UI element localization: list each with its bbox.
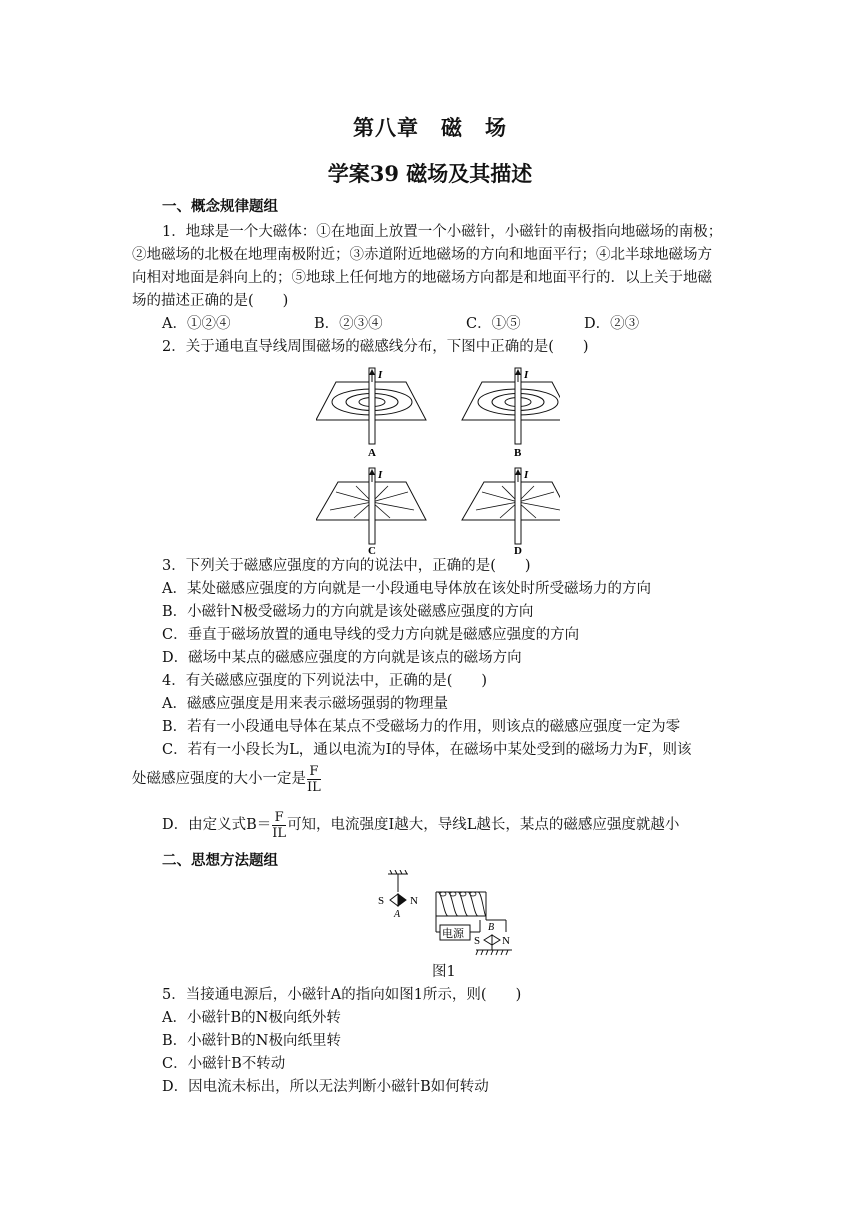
q1-line-2: ②地磁场的北极在地理南极附近；③赤道附近地磁场的方向和地面平行；④北半球地磁场方 [132, 247, 712, 263]
q5-option-b: B．小磁针B的N极向纸里转 [162, 1033, 341, 1049]
fig-c-label: C [368, 545, 376, 556]
needle-a [390, 894, 406, 906]
needle-b-label: B [488, 922, 495, 933]
figure-1-caption: 图1 [432, 964, 456, 980]
needle-a-label: A [394, 909, 401, 920]
fig-a-current-label: I [378, 369, 383, 381]
needle-b-n-label: N [502, 935, 510, 947]
q3-stem: 3．下列关于磁感应强度的方向的说法中，正确的是( ) [162, 558, 531, 574]
fig-c-current-label: I [378, 469, 383, 481]
q4-option-d-suffix: 可知，电流强度I越大，导线L越长，某点的磁感应强度就越小 [287, 817, 680, 833]
q5-option-d: D．因电流未标出，所以无法判断小磁针B如何转动 [162, 1079, 489, 1095]
fig-d-current-label: I [524, 469, 529, 481]
q4-c-fraction [307, 764, 321, 795]
q1-option-a: A．①②④ [162, 316, 231, 332]
fig-d-label: D [514, 545, 522, 556]
fig-c-diagram [316, 468, 426, 556]
q4-option-c-text: 处磁感应强度的大小一定是 [132, 771, 306, 787]
q3-option-d: D．磁场中某点的磁感应强度的方向就是该点的磁场方向 [162, 650, 522, 666]
fraction-denominator: IL [272, 825, 287, 841]
q4-d-fraction [272, 810, 286, 841]
needle-a-s-label: S [378, 895, 385, 907]
needle-b [484, 935, 500, 945]
q4-option-b: B．若有一小段通电导体在某点不受磁场力的作用，则该点的磁感应强度一定为零 [162, 719, 681, 735]
q2-figure [316, 362, 560, 556]
q1-option-c: C．①⑤ [466, 316, 521, 332]
fig-a-diagram [316, 368, 426, 459]
q3-option-c: C．垂直于磁场放置的通电导线的受力方向就是磁感应强度的方向 [162, 627, 580, 643]
fig-a-label: A [368, 447, 376, 459]
q3-option-b: B．小磁针N极受磁场力的方向就是该处磁感应强度的方向 [162, 604, 534, 620]
q4-option-d [162, 808, 679, 842]
q1-line-3: 向相对地面是斜向上的；⑤地球上任何地方的地磁场方向都是和地面平行的．以上关于地磁 [132, 270, 712, 286]
lesson-title: 学案39 磁场及其描述 [327, 161, 533, 186]
needle-b-s-label: S [474, 935, 481, 947]
q5-option-c: C．小磁针B不转动 [162, 1056, 286, 1072]
q5-stem: 5．当接通电源后，小磁针A的指向如图1所示，则( ) [162, 987, 522, 1003]
solenoid [436, 892, 486, 916]
q4-option-d-prefix: D．由定义式B＝ [162, 817, 272, 833]
section-heading-2: 二、思想方法题组 [162, 852, 278, 869]
fraction-numerator: F [272, 810, 286, 826]
q1-line-1: 1．地球是一个大磁体：①在地面上放置一个小磁针，小磁针的南极指向地磁场的南极； [162, 224, 723, 240]
q2-stem: 2．关于通电直导线周围磁场的磁感线分布，下图中正确的是( ) [162, 339, 589, 355]
fig-d-diagram [462, 468, 560, 556]
fig-b-current-label: I [524, 369, 529, 381]
q5-option-a: A．小磁针B的N极向纸外转 [162, 1010, 341, 1026]
chapter-title: 第八章 磁 场 [353, 115, 507, 140]
q4-stem: 4．有关磁感应强度的下列说法中，正确的是( ) [162, 673, 488, 689]
fig-b-diagram [462, 368, 560, 459]
needle-a-n-label: N [410, 895, 418, 907]
power-source-label: 电源 [442, 928, 464, 940]
fraction-numerator: F [307, 764, 321, 780]
figure-1 [372, 870, 524, 958]
q1-option-d: D．②③ [584, 316, 640, 332]
fig-b-label: B [514, 447, 522, 459]
section-heading-1: 一、概念规律题组 [162, 198, 278, 215]
q3-option-a: A．某处磁感应强度的方向就是一小段通电导体放在该处时所受磁场力的方向 [162, 581, 651, 597]
q1-line-4: 场的描述正确的是( ) [132, 293, 289, 309]
q4-option-a: A．磁感应强度是用来表示磁场强弱的物理量 [162, 696, 448, 712]
fraction-denominator: IL [307, 779, 321, 795]
q1-option-b: B．②③④ [314, 316, 383, 332]
q4-option-c-line-1: C．若有一小段长为L，通以电流为I的导体，在磁场中某处受到的磁场力为F，则该 [162, 742, 692, 758]
q4-option-c-line-2 [132, 762, 322, 796]
